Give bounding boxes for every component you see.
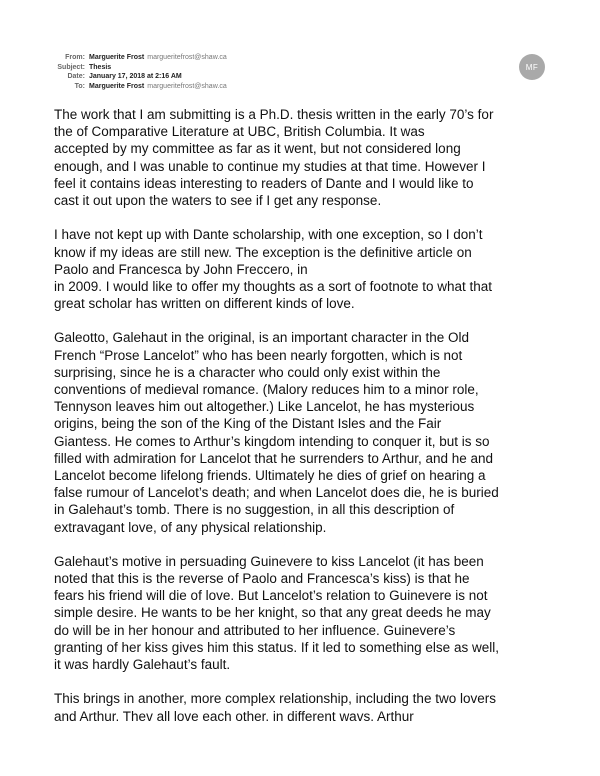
body-text-line: in Galehaut’s tomb. There is no suggestion, in all this description of (54, 502, 455, 518)
body-paragraph (54, 106, 554, 209)
body-text-line: Tennyson leaves him out altogether.) Like Lancelot, he has mysterious (54, 399, 475, 415)
subject-text: Thesis (89, 63, 112, 71)
body-text-line: feel it contains ideas interesting to readers of Dante and I would like to (54, 175, 474, 191)
body-text-line: conventions of medieval romance. (Malory reduces him to a minor role, (54, 382, 479, 397)
body-text-line: accepted by my committee as far as it went, but not considered long (54, 141, 461, 157)
body-text-line: the of Comparative Literature at UBC, British Columbia. It was (54, 124, 425, 140)
avatar: MF (519, 54, 545, 80)
body-text-line: extravagant love, of any physical relationship. (54, 519, 327, 535)
body-text-line: Galehaut’s motive in persuading Guinevere to kiss Lancelot (it has been (54, 553, 484, 569)
body-text-line: Galeotto, Galehaut in the original, is an important character in the Old (54, 330, 469, 346)
date-label: Date: (67, 73, 85, 81)
body-text-line: false rumour of Lancelot’s death; and when Lancelot does die, he is buried (54, 485, 499, 501)
date-text: January 17, 2018 at 2:16 AM (89, 73, 182, 81)
body-text-line: it was hardly Galehaut’s fault. (54, 657, 231, 672)
body-text-line: The work that I am submitting is a Ph.D. thesis written in the early 70’s for (54, 107, 494, 122)
body-text-line: in 2009. I would like to offer my thoughts as a sort of footnote to what that (54, 278, 493, 294)
body-text-line: Giantess. He comes to Arthur’s kingdom intending to conquer it, but is so (54, 433, 490, 449)
body-text-line: Lancelot become lifelong friends. Ultimately he dies of grief on hearing a (54, 467, 486, 483)
body-text-line: This brings in another, more complex relationship, including the two lovers (54, 691, 496, 707)
from-row (40, 53, 540, 63)
body-text-line: simple desire. He wants to be her knight, so that any great deeds he may (54, 605, 491, 621)
body-text-line: great scholar has written on different kinds of love. (54, 296, 355, 312)
body-paragraph (54, 553, 554, 673)
recipient-email[interactable]: margueritefrost@shaw.ca (147, 82, 227, 90)
email-body (54, 106, 554, 742)
body-text-line: origins, being the son of the King of the Distant Isles and the Fair (54, 416, 442, 432)
body-text-line: cast it out upon the waters to see if I get any response. (54, 192, 382, 208)
body-text-line: French “Prose Lancelot” who has been nearly forgotten, which is not (54, 347, 463, 363)
email-header (40, 53, 540, 91)
body-text-line: filled with admiration for Lancelot that he surrenders to Arthur, and he and (54, 450, 494, 466)
body-text-line: fears his friend will die of love. But Lancelot’s relation to Guinevere is not (54, 588, 488, 604)
body-text-line: granting of her kiss gives him this status. If it led to something else as well, (54, 639, 499, 655)
date-row (40, 72, 540, 82)
subject-label: Subject: (57, 63, 85, 71)
from-label: From: (65, 54, 85, 61)
to-row (40, 82, 540, 92)
body-text-line: Paolo and Francesca by John Freccero, in (54, 261, 308, 277)
body-text-line: I have not kept up with Dante scholarship, with one exception, so I don’t (54, 227, 483, 243)
to-label: To: (74, 82, 85, 90)
body-text-line: do will be in her honour and attributed to her influence. Guinevere’s (54, 622, 456, 638)
body-paragraph (54, 329, 554, 535)
body-text-line: and Arthur. Thev all love each other. in different wavs. Arthur (54, 708, 414, 724)
body-paragraph (54, 226, 554, 312)
sender-name[interactable]: Marguerite Frost (89, 54, 145, 61)
body-text-line: surprising, since he is a character who could only exist within the (54, 364, 441, 380)
body-text-line: noted that this is the reverse of Paolo and Francesca’s kiss) is that he (54, 571, 470, 587)
body-paragraph (54, 690, 554, 724)
subject-row (40, 63, 540, 73)
body-text-line: enough, and I was unable to continue my studies at that time. However I (54, 158, 486, 174)
recipient-name[interactable]: Marguerite Frost (89, 82, 145, 90)
sender-email[interactable]: margueritefrost@shaw.ca (147, 54, 227, 61)
body-text-line: know if my ideas are still new. The exception is the definitive article on (54, 244, 472, 260)
